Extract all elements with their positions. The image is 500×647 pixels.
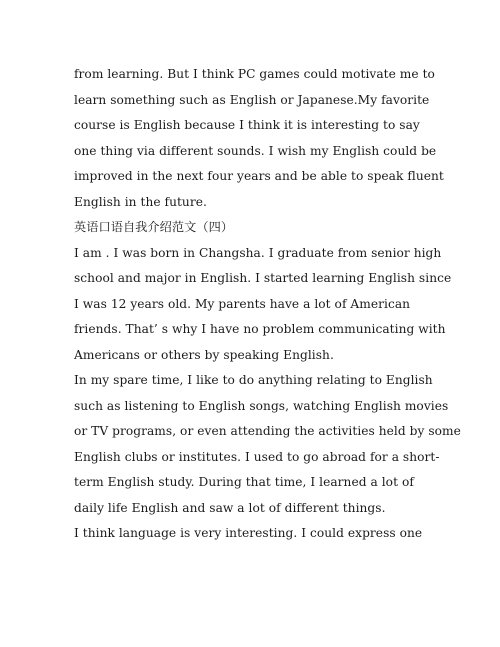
text-line: English clubs or institutes. I used to go abroad for a short- [74, 450, 440, 464]
text-line: I am . I was born in Changsha. I graduate from senior high [74, 246, 442, 260]
text-line: term English study. During that time, I learned a lot of [74, 475, 414, 489]
text-line: course is English because I think it is interesting to say [74, 118, 420, 132]
text-line: from learning. But I think PC games could motivate me to [74, 67, 435, 81]
text-line: Americans or others by speaking English. [74, 348, 334, 362]
text-line: daily life English and saw a lot of different things. [74, 501, 386, 515]
text-line: such as listening to English songs, watching English movies [74, 399, 449, 413]
text-line: school and major in English. I started learning English since [74, 271, 452, 285]
section-heading: 英语口语自我介绍范文（四） [74, 220, 234, 234]
text-line: improved in the next four years and be able to speak fluent [74, 169, 444, 183]
text-line: friends. That’ s why I have no problem communicating with [74, 322, 446, 336]
text-line: one thing via different sounds. I wish my English could be [74, 144, 437, 158]
text-line: In my spare time, I like to do anything relating to English [74, 373, 433, 387]
text-line: or TV programs, or even attending the activities held by some [74, 424, 461, 438]
text-line: I think language is very interesting. I could express one [74, 526, 423, 540]
text-line: English in the future. [74, 195, 207, 209]
text-line: I was 12 years old. My parents have a lot of American [74, 297, 411, 311]
text-line: learn something such as English or Japanese.My favorite [74, 93, 430, 107]
